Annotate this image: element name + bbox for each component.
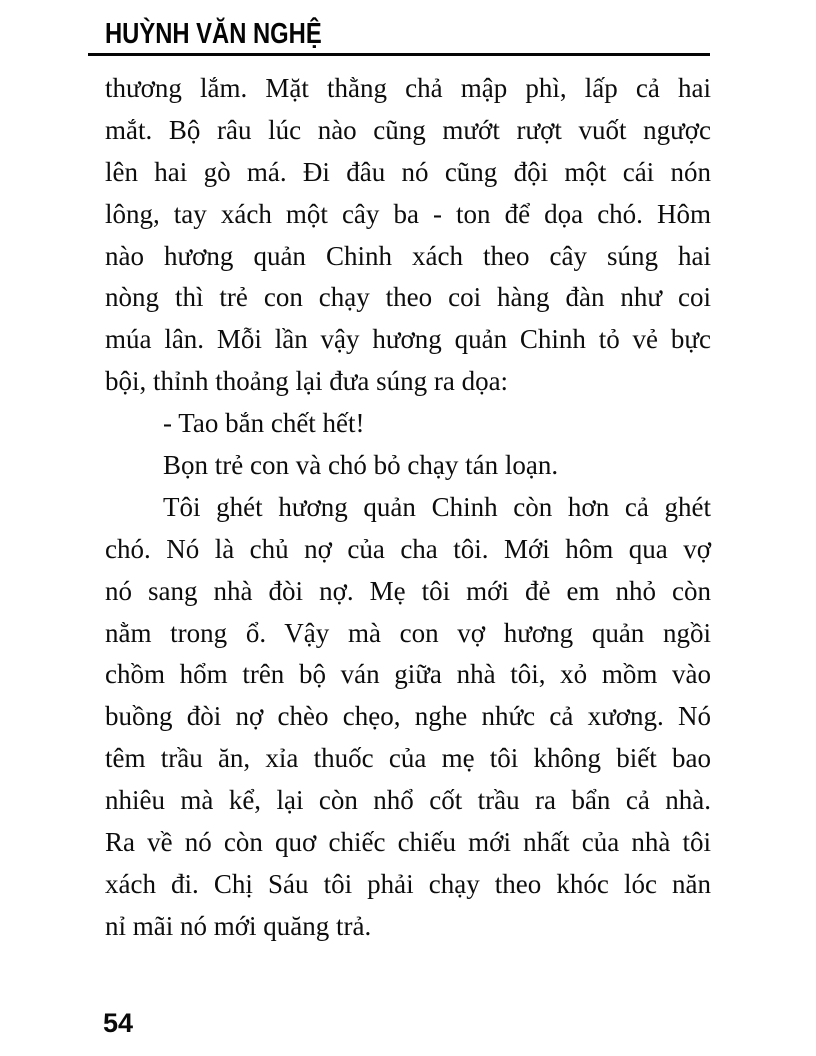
paragraph <box>105 487 711 948</box>
page-number: 54 <box>103 1008 134 1038</box>
text-line: - Tao bắn chết hết! <box>163 408 365 439</box>
paragraph <box>105 403 711 445</box>
text-line: Bọn trẻ con và chó bỏ chạy tán loạn. <box>163 450 559 481</box>
paragraph <box>105 68 711 403</box>
text-line: nhiêu mà kể, lại còn nhổ cốt trầu ra bẩn cả nhà. <box>105 785 711 816</box>
text-line: Tôi ghét hương quản Chinh còn hơn cả ghét <box>163 491 711 522</box>
text-line: nòng thì trẻ con chạy theo coi hàng đàn như coi <box>105 282 711 313</box>
header-rule <box>88 53 710 56</box>
text-line: thương lắm. Mặt thằng chả mập phì, lấp cả hai <box>105 73 711 103</box>
text-line: têm trầu ăn, xỉa thuốc của mẹ tôi không biết bao <box>105 743 711 774</box>
text-line: xách đi. Chị Sáu tôi phải chạy theo khóc lóc năn <box>105 868 711 899</box>
text-line: bội, thỉnh thoảng lại đưa súng ra dọa: <box>105 366 509 397</box>
text-line: Ra về nó còn quơ chiếc chiếu mới nhất của nhà tôi <box>105 827 711 858</box>
text-line: lên hai gò má. Đi đâu nó cũng đội một cái nón <box>105 156 711 187</box>
text-line: nó sang nhà đòi nợ. Mẹ tôi mới đẻ em nhỏ còn <box>105 575 711 606</box>
text-line: mắt. Bộ râu lúc nào cũng mướt rượt vuốt ngược <box>105 114 711 145</box>
text-line: lông, tay xách một cây ba - ton để dọa chó. Hôm <box>105 198 711 229</box>
paragraph <box>105 445 711 487</box>
text-line: buồng đòi nợ chèo chẹo, nghe nhức cả xương. Nó <box>105 701 711 732</box>
text-line: múa lân. Mỗi lần vậy hương quản Chinh tỏ vẻ bực <box>105 324 711 355</box>
page-body-text <box>105 68 711 948</box>
text-line: chó. Nó là chủ nợ của cha tôi. Mới hôm qua vợ <box>105 533 711 564</box>
text-line: nào hương quản Chinh xách theo cây súng hai <box>105 240 711 271</box>
text-line: nằm trong ổ. Vậy mà con vợ hương quản ngồi <box>105 617 711 648</box>
text-line: nỉ mãi nó mới quăng trả. <box>105 910 372 941</box>
text-line: chồm hổm trên bộ ván giữa nhà tôi, xỏ mồm vào <box>105 659 711 690</box>
running-header-title: HUỲNH VĂN NGHỆ <box>105 18 322 50</box>
